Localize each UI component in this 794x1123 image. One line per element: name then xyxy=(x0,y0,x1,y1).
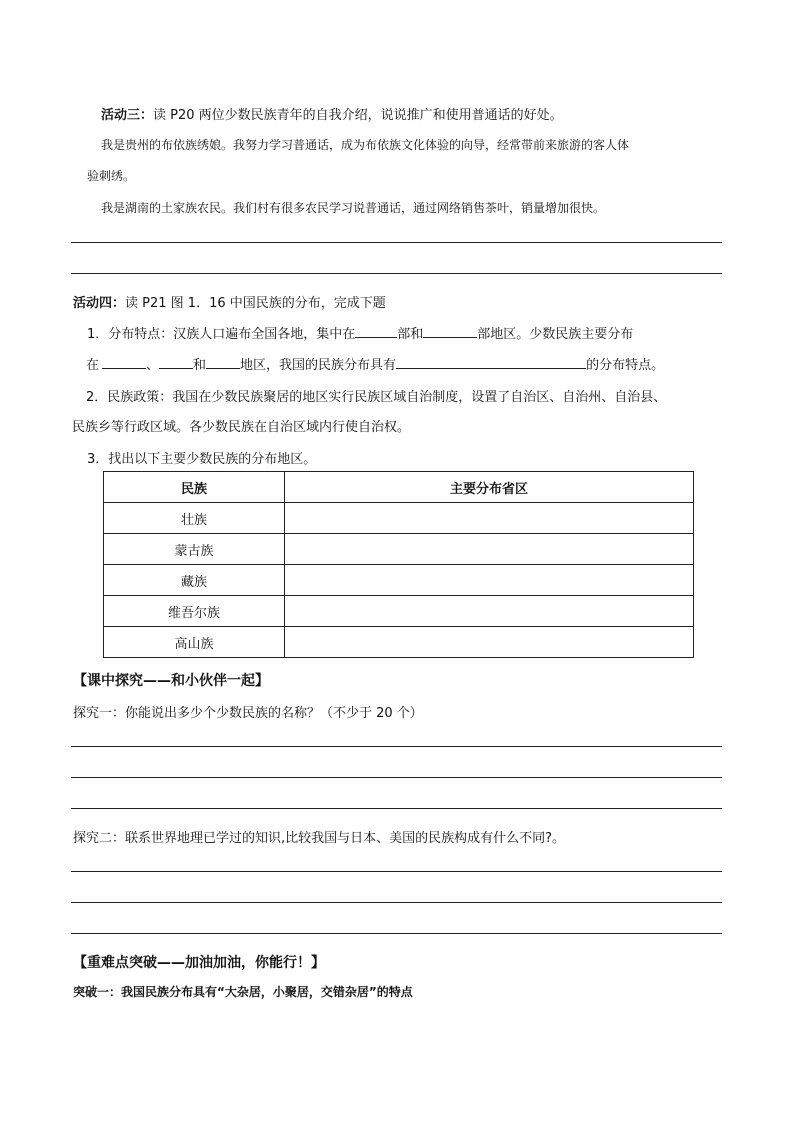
answer-line[interactable] xyxy=(71,808,722,809)
region-cell[interactable] xyxy=(285,596,694,627)
table-header-row xyxy=(104,472,694,503)
region-cell[interactable] xyxy=(285,565,694,596)
item1-text-a: 1．分布特点：汉族人口遍布全国各地，集中在 xyxy=(87,327,356,342)
answer-line[interactable] xyxy=(71,871,722,872)
region-cell[interactable] xyxy=(285,534,694,565)
answer-line[interactable] xyxy=(71,902,722,903)
item1-text-d: 在 xyxy=(86,358,100,373)
blank-field[interactable] xyxy=(423,325,477,338)
blank-field[interactable] xyxy=(159,356,193,369)
blank-field[interactable] xyxy=(102,356,146,369)
item1-text-f: 和 xyxy=(193,358,207,373)
ethnic-cell: 壮族 xyxy=(104,503,285,534)
table-row xyxy=(104,596,694,627)
ethnic-cell: 高山族 xyxy=(104,627,285,658)
column-header-region: 主要分布省区 xyxy=(285,472,694,503)
quote1-line2: 验刺绣。 xyxy=(87,169,136,183)
item1-text-e: 、 xyxy=(146,358,160,373)
answer-line[interactable] xyxy=(71,933,722,934)
answer-line[interactable] xyxy=(71,777,722,778)
quote2: 我是湖南的土家族农民。我们村有很多农民学习说普通话，通过网络销售茶叶，销量增加很快。 xyxy=(101,201,606,215)
item2-line1: 2．民族政策：我国在少数民族聚居的地区实行民族区域自治制度，设置了自治区、自治州、自治县、 xyxy=(86,390,667,405)
explore-heading: 【课中探究——和小伙伴一起】 xyxy=(73,673,269,689)
explore-question-1: 探究一：你能说出多少个少数民族的名称？（不少于 20 个） xyxy=(73,706,423,721)
region-cell[interactable] xyxy=(285,503,694,534)
breakthrough-1: 突破一：我国民族分布具有“大杂居，小聚居，交错杂居”的特点 xyxy=(73,985,413,999)
activity4-text: 读 P21 图 1．16 中国民族的分布，完成下题 xyxy=(125,296,386,311)
ethnic-cell: 藏族 xyxy=(104,565,285,596)
activity4-label: 活动四： xyxy=(73,296,126,311)
item1-line1 xyxy=(87,323,633,342)
table-row xyxy=(104,627,694,658)
activity3-line xyxy=(101,104,563,123)
item1-line2 xyxy=(86,354,664,373)
answer-line[interactable] xyxy=(71,746,722,747)
ethnic-cell: 维吾尔族 xyxy=(104,596,285,627)
activity3-label: 活动三： xyxy=(101,108,154,123)
activity4-line xyxy=(73,292,386,311)
quote1-line1: 我是贵州的布依族绣娘。我努力学习普通话，成为布依族文化体验的向导，经常带前来旅游的客人体 xyxy=(101,138,630,152)
ethnic-cell: 蒙古族 xyxy=(104,534,285,565)
item3: 3．找出以下主要少数民族的分布地区。 xyxy=(87,452,317,467)
table-row xyxy=(104,534,694,565)
table-row xyxy=(104,565,694,596)
item1-text-g: 地区，我国的民族分布具有 xyxy=(240,358,397,373)
item1-text-c: 部地区。少数民族主要分布 xyxy=(477,327,634,342)
item1-text-b: 部和 xyxy=(397,327,424,342)
blank-field[interactable] xyxy=(355,325,397,338)
answer-line[interactable] xyxy=(71,273,722,274)
answer-line[interactable] xyxy=(71,242,722,243)
column-header-ethnic: 民族 xyxy=(104,472,285,503)
blank-field[interactable] xyxy=(396,356,586,369)
blank-field[interactable] xyxy=(206,356,240,369)
region-cell[interactable] xyxy=(285,627,694,658)
activity3-text: 读 P20 两位少数民族青年的自我介绍，说说推广和使用普通话的好处。 xyxy=(153,108,563,123)
table-row xyxy=(104,503,694,534)
ethnic-distribution-table xyxy=(103,471,694,658)
explore-question-2: 探究二：联系世界地理已学过的知识,比较我国与日本、美国的民族构成有什么不同?。 xyxy=(73,831,566,846)
item1-text-h: 的分布特点。 xyxy=(586,358,665,373)
breakthrough-heading: 【重难点突破——加油加油，你能行！】 xyxy=(73,955,325,971)
item2-line2: 民族乡等行政区域。各少数民族在自治区域内行使自治权。 xyxy=(72,420,411,435)
